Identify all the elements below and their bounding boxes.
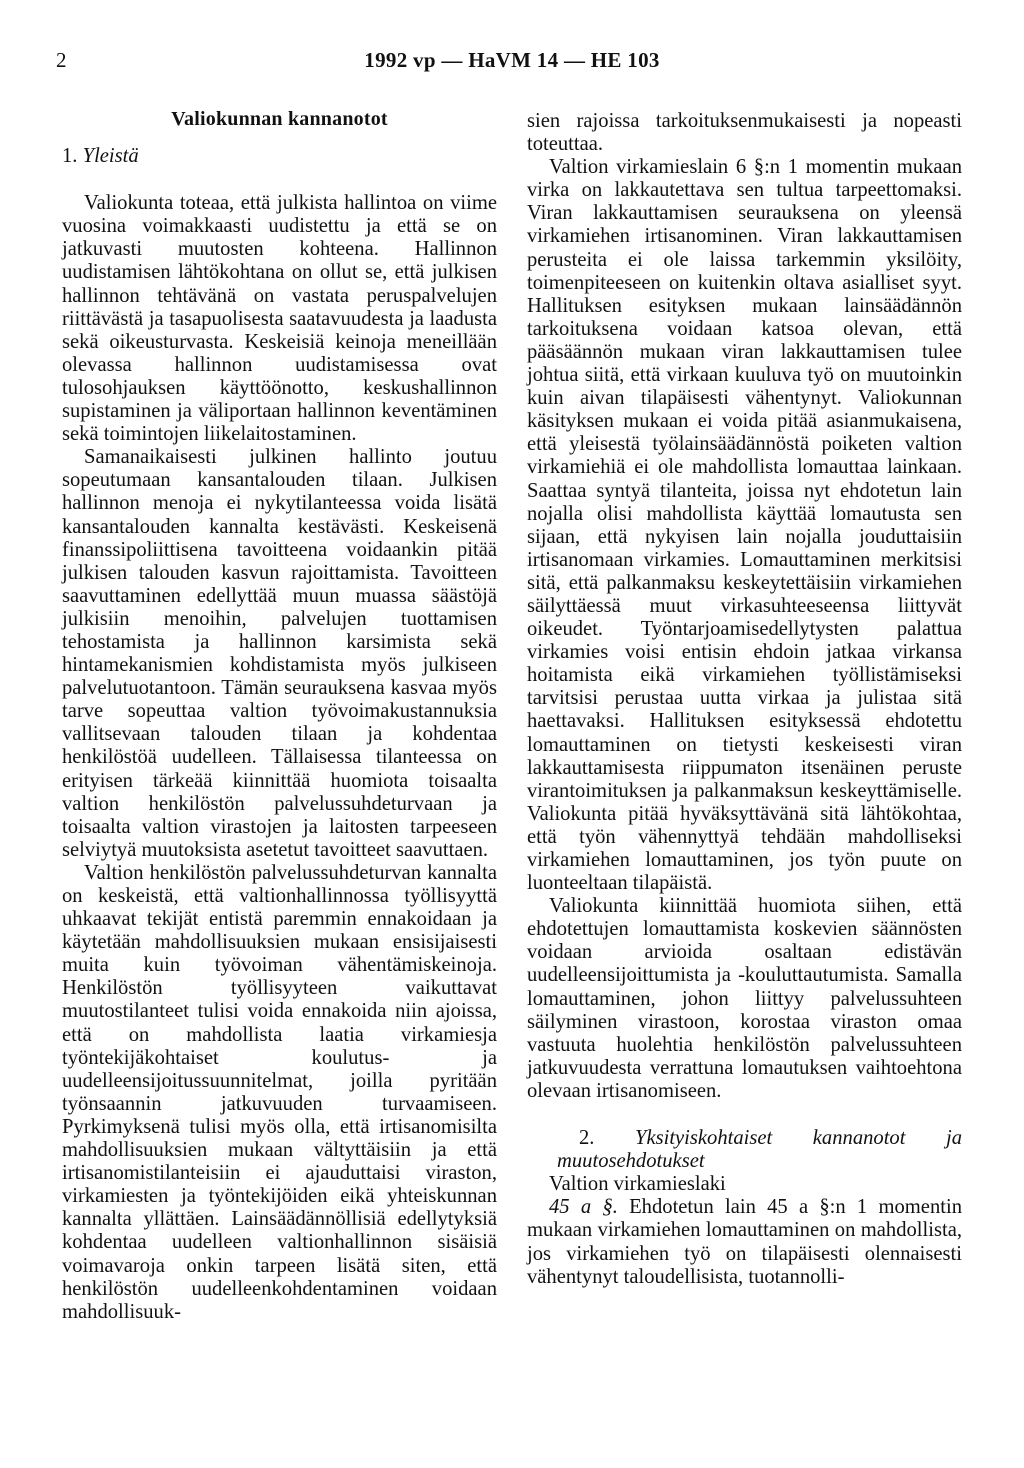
left-column	[62, 108, 497, 1324]
paragraph: Valiokunta kiinnittää huomiota siihen, että ehdotettujen lomauttamista koskevien säännösten voidaan arvioida osaltaan edistävän uudelleensijoittumista ja -kouluttautumista. Samalla lomauttaminen, johon liittyy palvelussuhteen säilyminen virastoon, korostaa viraston omaa vastuuta huolehtia henkilöstön palvelussuhteen jatkuvuudesta verrattuna lomautuksen vaihtoehtona olevaan irtisanomiseen.	[527, 895, 962, 1102]
subsection-title: Yleistä	[82, 145, 139, 168]
running-title: 1992 vp — HaVM 14 — HE 103	[364, 48, 660, 72]
subsection-number: 1.	[62, 145, 78, 168]
subsection-heading-2	[527, 1127, 962, 1173]
subsection-2-title: Yksityiskohtaiset kannanotot ja muutosehdotukset	[557, 1127, 962, 1173]
paragraph: Valiokunta toteaa, että julkista hallintoa on viime vuosina voimakkaasti uudistettu ja että se on jatkuvasti muutosten kohteena. Hallinnon uudistamisen lähtökohtana on ollut se, että julkisen hallinnon tehtävänä on vastata peruspalvelujen riittävästä ja tasapuolisesta saatavuudesta ja laadusta sekä oikeusturvasta. Keskeisiä keinoja meneillään olevassa hallinnon uudistamisessa ovat tulosohjauksen käyttöönotto, keskushallinnon supistaminen ja väliportaan hallinnon keventäminen sekä toimintojen liikelaitostaminen.	[62, 192, 497, 446]
subsection-2-number: 2.	[579, 1127, 595, 1150]
page-number: 2	[56, 48, 67, 72]
paragraph: Valtion virkamieslain 6 §:n 1 momentin mukaan virka on lakkautettava sen tultua tarpeettomaksi. Viran lakkauttamisen seurauksena on yleensä virkamiehen irtisanominen. Viran lakkauttamisen perusteita ei ole laissa tarkemmin yksilöity, toimenpiteeseen on kuitenkin oltava asialliset syyt. Hallituksen esityksen mukaan lainsäädännön tarkoituksena voidaan katsoa olevan, että pääsäännön mukaan viran lakkauttamisen tulee johtua siitä, että virkaan kuuluva työ on muutoinkin kuin aivan tilapäisesti vähentynyt. Valiokunnan käsityksen mukaan ei voida pitää asianmukaisena, että yleisestä työlainsäädännöstä poiketen valtion virkamiehiä ei ole mahdollista lomauttaa lainkaan. Saattaa syntyä tilanteita, joissa nyt ehdotetun lain nojalla olisi mahdollista käyttää lomautusta sen sijaan, että nykyisen lain nojalla jouduttaisiin irtisanomaan virkamies. Lomauttaminen merkitsisi sitä, että palkanmaksu keskeytettäisiin virkamiehen säilyttäessä muut virkasuhteeseensa liittyvät oikeudet. Työntarjoamisedellytysten palattua virkamies voisi entisin ehdoin jatkaa virkansa hoitamista eikä virkamiehen työllistämiseksi tarvitsisi perustaa uutta virkaa ja julistaa sitä haettavaksi. Hallituksen esityksessä ehdotettu lomauttaminen on tietysti keskeisesti viran lakkauttamisesta riippumaton itsenäinen peruste virantoimituksen ja palkanmaksun keskeyttämiselle. Valiokunta pitää hyväksyttävänä sitä lähtökohtaa, että työn vähennyttyä tehdään mahdolliseksi virkamiehen lomauttaminen, jos työn puute on luonteeltaan tilapäistä.	[527, 156, 962, 895]
paragraph-section-45a	[527, 1196, 962, 1288]
right-column	[527, 110, 962, 1289]
paragraph: sien rajoissa tarkoituksenmukaisesti ja nopeasti toteuttaa.	[527, 110, 962, 156]
paragraph: Valtion henkilöstön palvelussuhdeturvan kannalta on keskeistä, että valtionhallinnossa työllisyyttä uhkaavat tekijät entistä paremmin ennakoidaan ja käytetään mahdollisuuksien mukaan ensisijaisesti muita kuin työvoiman vähentämiskeinoja. Henkilöstön työllisyyteen vaikuttavat muutostilanteet tulisi voida ennakoida niin ajoissa, että on mahdollista laatia virkamiesja työntekijäkohtaiset koulutus- ja uudelleensijoitussuunnitelmat, joilla pyritään työnsaannin jatkuvuuden turvaamiseen. Pyrkimyksenä tulisi myös olla, että irtisanomisilta mahdollisuuksien mukaan vältyttäisiin ja että irtisanomistilanteisiin ei ajauduttaisi viraston, virkamiesten ja työntekijöiden eikä yhteiskunnan kannalta yllättäen. Lainsäädännöllisiä edellytyksiä kohdentaa uudelleen valtionhallinnon sisäisiä voimavaroja onkin tarpeen lisätä siten, että henkilöstön uudelleenkohdentaminen voidaan mahdollisuuk-	[62, 861, 497, 1323]
spacer	[527, 1103, 962, 1127]
law-heading: Valtion virkamieslaki	[549, 1173, 726, 1196]
section-text: Ehdotetun lain 45 a §:n 1 momentin mukaan virkamiehen lomauttaminen on mahdollista, jos virkamiehen työ on tilapäisesti olennaisesti vähentynyt taloudellisista, tuotannolli-	[527, 1196, 962, 1288]
subsection-heading	[62, 145, 497, 168]
paragraph: Samanaikaisesti julkinen hallinto joutuu sopeutumaan kansantalouden tilaan. Julkisen hallinnon menoja ei nykytilanteessa voida lisätä kansantalouden kannalta kestävästi. Keskeisenä finanssipoliittisena tavoitteena voidaankin pitää julkisen talouden kasvun rajoittamista. Tavoitteen saavuttaminen edellyttää muun muassa säästöjä julkisiin menoihin, palvelujen tuottamisen tehostamista ja hallinnon karsimista sekä hintamekanismien kohdistamista myös julkiseen palvelutuotantoon. Tämän seurauksena kasvaa myös tarve sopeuttaa valtion työvoimakustannuksia vallitsevaan talouden tilaan ja kohdentaa henkilöstöä uudelleen. Tällaisessa tilanteessa on erityisen tärkeää kiinnittää huomiota toisaalta valtion henkilöstön palvelussuhdeturvaan ja toisaalta valtion virastojen ja laitosten tarpeeseen selviytyä muutoksista asetetut tavoitteet saavuttaen.	[62, 446, 497, 861]
section-label: 45 a §.	[549, 1196, 618, 1219]
page-header	[0, 48, 1024, 78]
section-title: Valiokunnan kannanotot	[171, 108, 388, 130]
